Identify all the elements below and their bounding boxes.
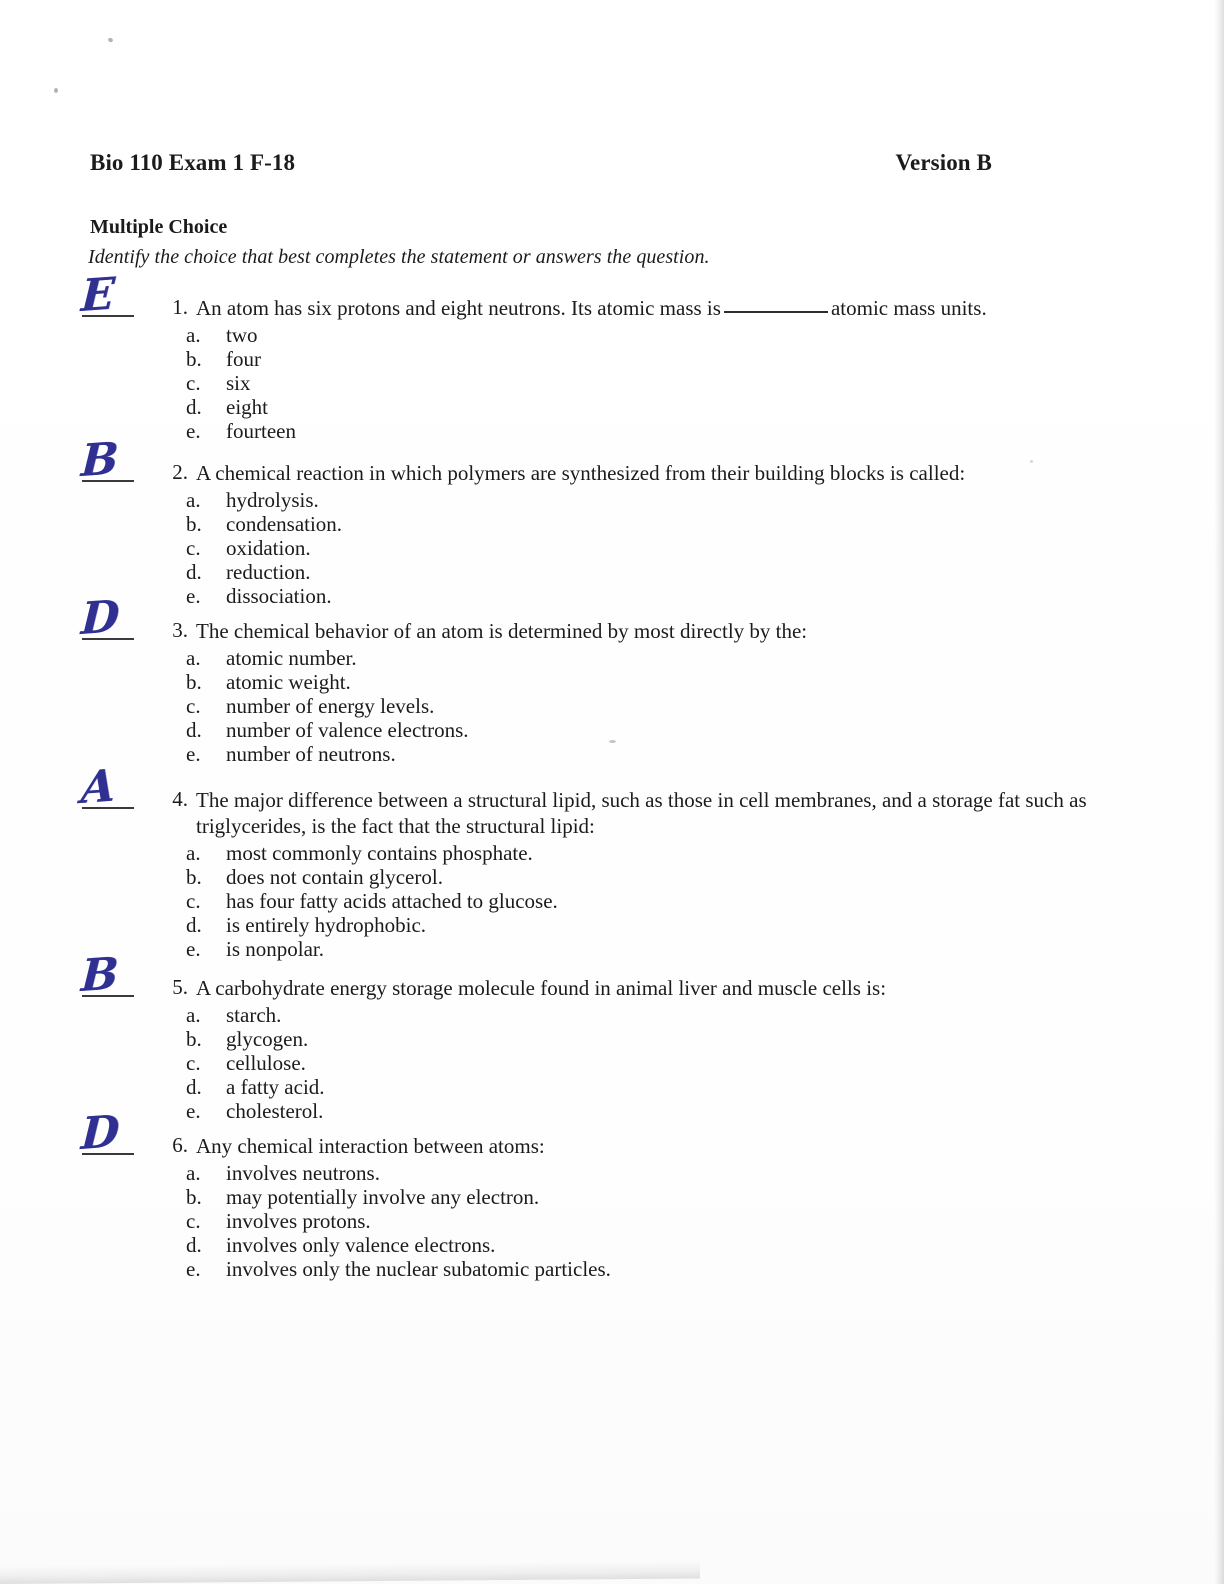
option-e[interactable] [186, 1257, 611, 1281]
option-letter: b. [186, 1027, 202, 1051]
question-number: 4. [172, 787, 188, 811]
option-text: has four fatty acids attached to glucose. [226, 889, 558, 913]
option-d[interactable] [186, 560, 342, 584]
option-list [186, 488, 342, 608]
fill-in-blank[interactable] [724, 311, 828, 313]
option-text: reduction. [226, 560, 311, 584]
option-text: involves neutrons. [226, 1161, 380, 1185]
handwritten-answer: D [79, 1106, 121, 1161]
option-text: is entirely hydrophobic. [226, 913, 427, 937]
option-letter: a. [186, 488, 201, 512]
option-letter: b. [186, 865, 202, 889]
option-letter: c. [186, 889, 201, 913]
option-e[interactable] [186, 419, 296, 443]
option-text: does not contain glycerol. [226, 865, 443, 889]
option-letter: e. [186, 584, 201, 608]
option-letter: e. [186, 419, 201, 443]
option-text: involves protons. [226, 1209, 371, 1233]
option-c[interactable] [186, 1209, 611, 1233]
option-letter: a. [186, 1161, 201, 1185]
option-text: a fatty acid. [226, 1075, 325, 1099]
option-letter: c. [186, 371, 201, 395]
question-text: A chemical reaction in which polymers are synthesized from their building blocks is called: [196, 461, 966, 485]
option-list [186, 1161, 611, 1281]
section-heading: Multiple Choice [90, 216, 228, 238]
handwritten-answer: B [79, 948, 120, 1003]
option-a[interactable] [186, 841, 558, 865]
answer-blank[interactable] [79, 1103, 160, 1161]
option-text: glycogen. [226, 1027, 309, 1051]
option-text: atomic weight. [226, 670, 351, 694]
option-text: six [226, 371, 251, 395]
option-text: hydrolysis. [226, 488, 319, 512]
option-b[interactable] [186, 512, 342, 536]
option-letter: b. [186, 512, 202, 536]
option-c[interactable] [186, 536, 342, 560]
option-letter: c. [186, 694, 201, 718]
option-letter: a. [186, 323, 201, 347]
option-letter: e. [186, 1099, 201, 1123]
answer-blank[interactable] [79, 945, 160, 1003]
option-text: most commonly contains phosphate. [226, 841, 533, 865]
option-d[interactable] [186, 913, 558, 937]
option-letter: e. [186, 937, 201, 961]
exam-version-label: Version B [895, 150, 992, 175]
option-letter: b. [186, 347, 202, 371]
option-text: dissociation. [226, 584, 332, 608]
option-letter: d. [186, 560, 202, 584]
option-text: number of valence electrons. [226, 718, 469, 742]
option-e[interactable] [186, 584, 342, 608]
handwritten-answer: D [79, 591, 121, 646]
option-letter: d. [186, 1075, 202, 1099]
option-c[interactable] [186, 1051, 325, 1075]
option-b[interactable] [186, 865, 558, 889]
question-number: 6. [172, 1133, 188, 1157]
option-list [186, 646, 469, 766]
option-text: number of neutrons. [226, 742, 396, 766]
option-a[interactable] [186, 1161, 611, 1185]
option-letter: b. [186, 1185, 202, 1209]
handwritten-answer: B [79, 433, 120, 488]
answer-blank[interactable] [79, 265, 160, 323]
option-letter: a. [186, 646, 201, 670]
option-letter: a. [186, 841, 201, 865]
question-text-after-blank: atomic mass units. [830, 296, 987, 320]
section-instructions: Identify the choice that best completes the statement or answers the question. [88, 246, 710, 268]
option-letter: e. [186, 742, 201, 766]
option-a[interactable] [186, 1003, 325, 1027]
answer-blank[interactable] [79, 430, 160, 488]
option-a[interactable] [186, 488, 342, 512]
option-b[interactable] [186, 670, 469, 694]
option-b[interactable] [186, 347, 296, 371]
option-text: cholesterol. [226, 1099, 324, 1123]
question-text [196, 295, 1096, 321]
option-text: may potentially involve any electron. [226, 1185, 540, 1209]
handwritten-answer: E [79, 268, 116, 323]
option-e[interactable] [186, 742, 469, 766]
option-e[interactable] [186, 1099, 325, 1123]
option-text: starch. [226, 1003, 282, 1027]
option-e[interactable] [186, 937, 558, 961]
option-letter: b. [186, 670, 202, 694]
option-letter: d. [186, 1233, 202, 1257]
option-letter: a. [186, 1003, 201, 1027]
option-letter: c. [186, 1209, 201, 1233]
option-letter: c. [186, 1051, 201, 1075]
question-number: 2. [172, 460, 188, 484]
question-number: 5. [172, 975, 188, 999]
option-text: involves only valence electrons. [226, 1233, 496, 1257]
question-text-before-blank: An atom has six protons and eight neutrons. Its atomic mass is [196, 296, 721, 320]
exam-title: Bio 110 Exam 1 F-18 [90, 150, 296, 175]
option-text: fourteen [226, 419, 296, 443]
option-list [186, 1003, 325, 1123]
option-letter: d. [186, 913, 202, 937]
option-text: is nonpolar. [226, 937, 324, 961]
question-number: 3. [172, 618, 188, 642]
answer-blank[interactable] [79, 588, 160, 646]
option-text: oxidation. [226, 536, 311, 560]
option-b[interactable] [186, 1185, 611, 1209]
option-c[interactable] [186, 371, 296, 395]
option-d[interactable] [186, 1075, 325, 1099]
option-list [186, 841, 558, 961]
option-letter: d. [186, 395, 202, 419]
question-text: A carbohydrate energy storage molecule found in animal liver and muscle cells is: [196, 976, 887, 1000]
option-text: involves only the nuclear subatomic particles. [226, 1257, 611, 1281]
option-text: number of energy levels. [226, 694, 435, 718]
answer-blank[interactable] [79, 757, 160, 815]
option-b[interactable] [186, 1027, 325, 1051]
option-text: cellulose. [226, 1051, 306, 1075]
handwritten-answer: A [79, 760, 117, 815]
option-text: two [226, 323, 258, 347]
option-d[interactable] [186, 395, 296, 419]
option-text: atomic number. [226, 646, 357, 670]
option-letter: e. [186, 1257, 201, 1281]
option-letter: c. [186, 536, 201, 560]
option-a[interactable] [186, 323, 296, 347]
option-d[interactable] [186, 1233, 611, 1257]
option-c[interactable] [186, 889, 558, 913]
option-text: four [226, 347, 261, 371]
option-d[interactable] [186, 718, 469, 742]
option-letter: d. [186, 718, 202, 742]
option-text: eight [226, 395, 268, 419]
question-text: The chemical behavior of an atom is determined by most directly by the: [196, 619, 808, 643]
question-number: 1. [172, 295, 188, 319]
option-c[interactable] [186, 694, 469, 718]
option-a[interactable] [186, 646, 469, 670]
option-text: condensation. [226, 512, 343, 536]
question-text: The major difference between a structural lipid, such as those in cell membranes, and a storage fat such as triglycerides, is the fact that the structural lipid: [196, 788, 1087, 838]
question-text: Any chemical interaction between atoms: [196, 1134, 545, 1158]
page-header [90, 150, 1100, 176]
option-list [186, 323, 296, 443]
